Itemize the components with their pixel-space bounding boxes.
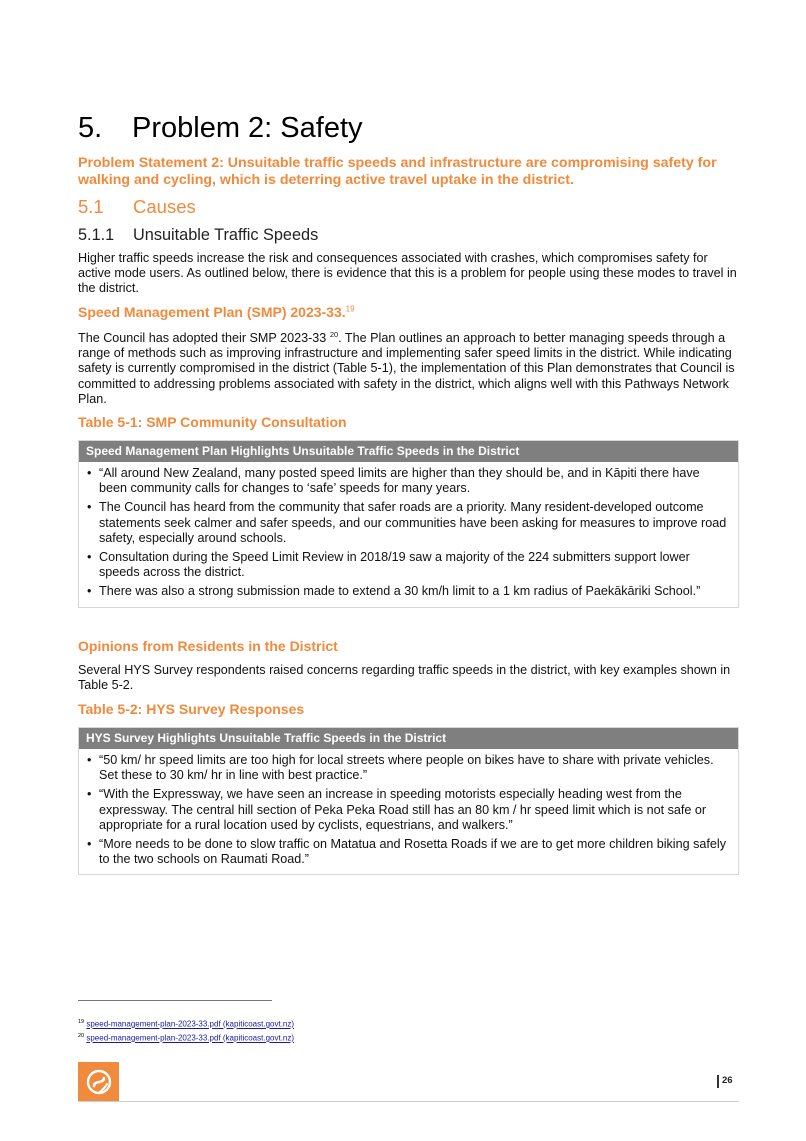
footnote-19: $^{19}$ speed-management-plan-2023-33.pdf (kapiticoast.govt.nz) xyxy=(78,1019,295,1029)
survey-table xyxy=(78,727,739,875)
subsubsection-number: 5.1.1 xyxy=(78,226,115,244)
subsection-number: 5.1 xyxy=(78,196,104,217)
bullet-icon: • xyxy=(87,787,92,802)
bullet-icon: • xyxy=(87,500,92,515)
bullet-icon: • xyxy=(87,584,92,599)
problem-statement: Problem Statement 2: Unsuitable traffic speeds and infrastructure are compromising safety for walking and cycling, which is deterring active travel uptake in the district. xyxy=(78,155,717,188)
subsection-title: Causes xyxy=(133,196,196,217)
opinions-paragraph: Several HYS Survey respondents raised concerns regarding traffic speeds in the district, with key examples shown in Table 5-2. xyxy=(78,663,731,693)
list-item: • “All around New Zealand, many posted speed limits are higher than they should be, and in Kāpiti there have been community calls for changes to ‘safe’ speeds for many years. xyxy=(87,466,700,496)
opinions-heading: Opinions from Residents in the District xyxy=(78,638,338,654)
subsubsection-heading xyxy=(78,226,318,245)
table2-caption: Table 5-2: HYS Survey Responses xyxy=(78,701,305,717)
bullet-icon: • xyxy=(87,550,92,565)
intro-paragraph: Higher traffic speeds increase the risk and consequences associated with crashes, which compromises safety for active mode users. As outlined below, there is evidence that this is a problem for people using these modes to travel in the district. xyxy=(78,251,737,296)
swirl-icon xyxy=(85,1068,113,1096)
smp-heading xyxy=(78,304,355,320)
section-heading xyxy=(78,112,363,145)
section-title: Problem 2: Safety xyxy=(132,112,363,144)
footnote-ref-19[interactable]: 19 xyxy=(345,304,355,314)
footnote-ref-20[interactable]: 20 xyxy=(329,329,339,339)
section-number: 5. xyxy=(78,112,103,144)
list-item: • “50 km/ hr speed limits are too high for local streets where people on bikes have to share with private vehicles. Set these to 30 km/ hr in line with best practice.” xyxy=(87,753,714,783)
list-item: • There was also a strong submission made to extend a 30 km/h limit to a 1 km radius of Paekākāriki School.” xyxy=(87,584,701,599)
list-item: • “With the Expressway, we have seen an increase in speeding motorists especially heading west from the expressway. The central hill section of Peka Peka Road still has an 80 km / hr speed limit which is not safe or appropriate for a rural location used by cyclists, equestrians, and walkers.” xyxy=(87,787,707,832)
bullet-icon: • xyxy=(87,466,92,480)
footnote-link[interactable]: speed-management-plan-2023-33.pdf (kapiticoast.govt.nz) xyxy=(86,1019,295,1029)
bullet-icon: • xyxy=(87,837,92,852)
subsubsection-title: Unsuitable Traffic Speeds xyxy=(133,226,319,244)
footnote-link[interactable]: speed-management-plan-2023-33.pdf (kapiticoast.govt.nz) xyxy=(86,1033,295,1043)
table1-header: Speed Management Plan Highlights Unsuitable Traffic Speeds in the District xyxy=(79,441,738,462)
consultation-table xyxy=(78,440,739,608)
footnote-divider xyxy=(78,1000,272,1001)
page-number: 26 xyxy=(722,1075,733,1086)
bullet-icon: • xyxy=(87,753,92,767)
list-item: • Consultation during the Speed Limit Review in 2018/19 saw a majority of the 224 submitters support lower speeds across the district. xyxy=(87,550,690,580)
page-number-bar xyxy=(717,1075,719,1088)
smp-paragraph: The Council has adopted their SMP 2023-33 $^{20}$. The Plan outlines an approach to better managing speeds through a range of methods such as improving infrastructure and implementing safer speed limits in the district. While indicating safety is currently compromised in the district (Table 5-1), the implementation of this Plan demonstrates that Council is committed to addressing problems associated with safety in the district, which aligns well with this Pathways Network Plan. xyxy=(78,329,735,406)
table2-header: HYS Survey Highlights Unsuitable Traffic Speeds in the District xyxy=(79,728,738,749)
list-item: • “More needs to be done to slow traffic on Matatua and Rosetta Roads if we are to get more children biking safely to the two schools on Raumati Road.” xyxy=(87,837,727,867)
smp-heading-text: Speed Management Plan (SMP) 2023-33. xyxy=(78,304,346,320)
footnote-20: $^{20}$ speed-management-plan-2023-33.pdf (kapiticoast.govt.nz) xyxy=(78,1033,295,1043)
table1-caption: Table 5-1: SMP Community Consultation xyxy=(78,414,347,430)
logo-icon xyxy=(78,1062,119,1102)
list-item: • The Council has heard from the community that safer roads are a priority. Many resident-developed outcome statements seek calmer and safer speeds, and our communities have been asking for measures to improve road safety, especially around schools. xyxy=(87,500,727,545)
subsection-heading xyxy=(78,196,196,218)
footer-divider xyxy=(78,1101,739,1102)
